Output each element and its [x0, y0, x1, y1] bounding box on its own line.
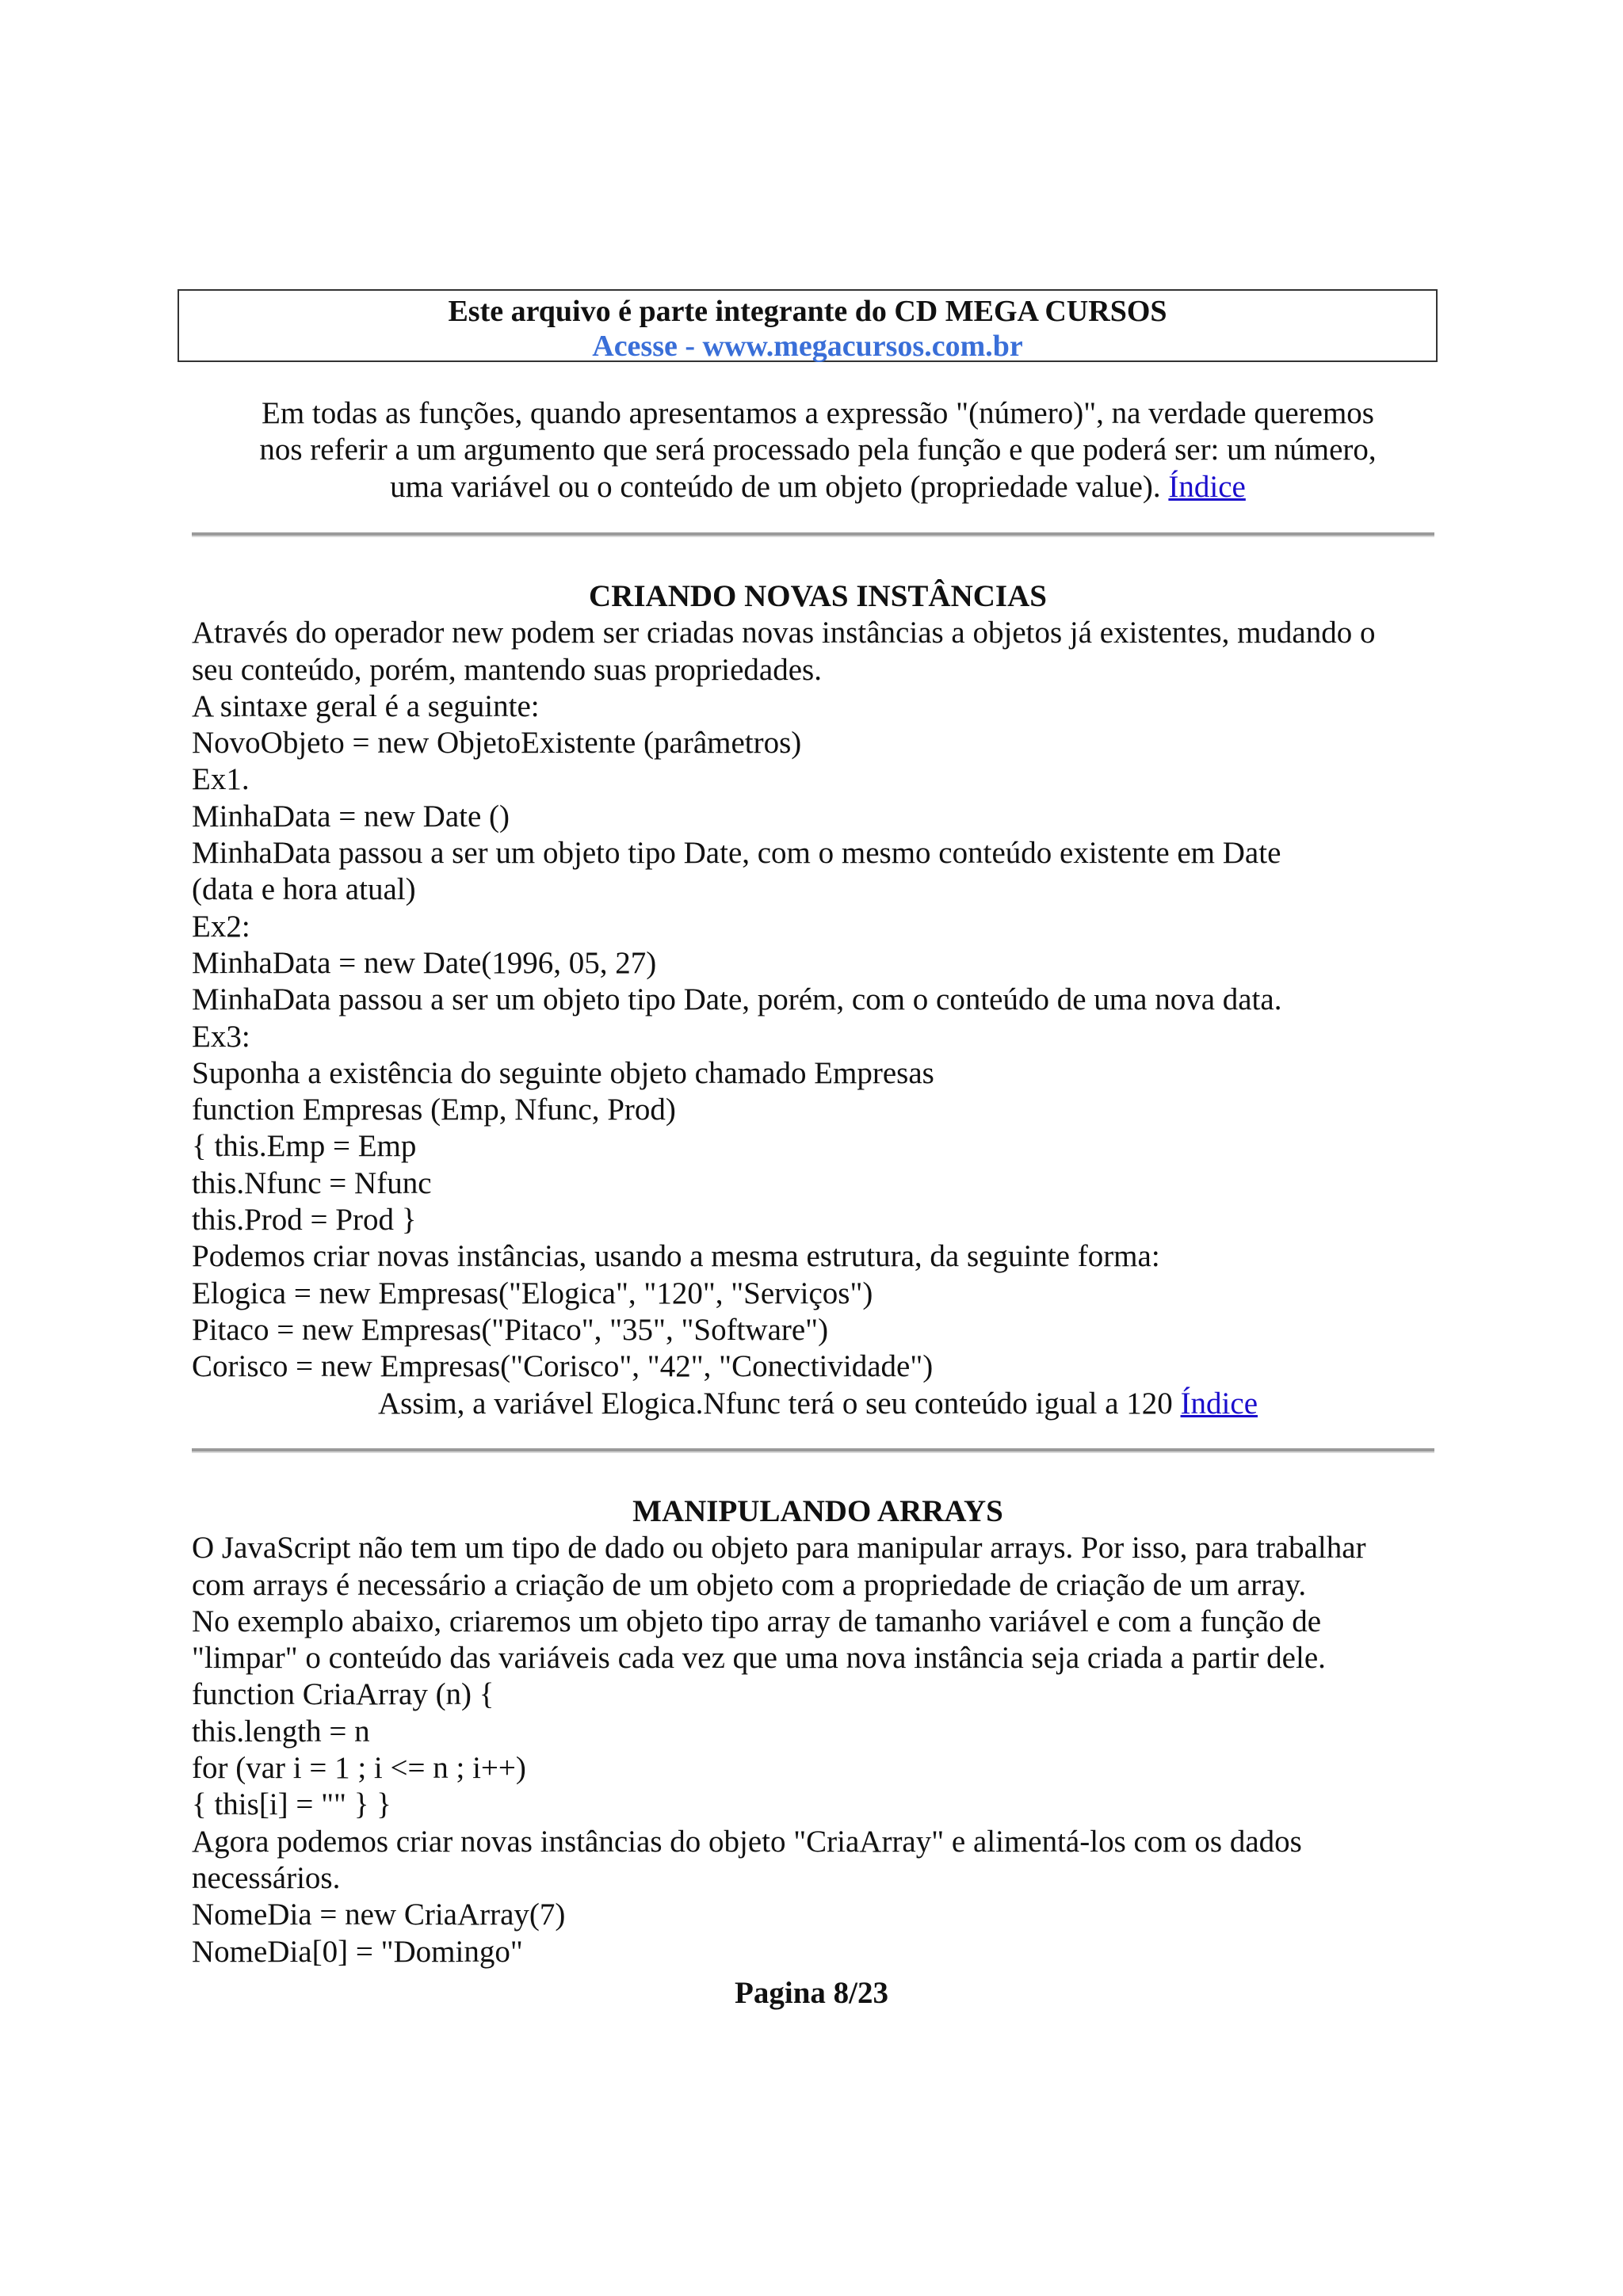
index-link[interactable]: Índice — [1180, 1386, 1258, 1421]
horizontal-rule — [192, 532, 1434, 537]
body-line: for (var i = 1 ; i <= n ; i++) — [192, 1751, 526, 1786]
body-line: function Empresas (Emp, Nfunc, Prod) — [192, 1093, 676, 1127]
header-site-link[interactable]: Acesse - www.megacursos.com.br — [592, 330, 1023, 363]
body-line: No exemplo abaixo, criaremos um objeto tipo array de tamanho variável e com a função de — [192, 1604, 1322, 1638]
body-line: NomeDia = new CriaArray(7) — [192, 1897, 566, 1932]
body-line: { this.Emp = Emp — [192, 1129, 417, 1164]
intro-line-text: uma variável ou o conteúdo de um objeto (propriedade value). — [390, 469, 1161, 504]
intro-line: Em todas as funções, quando apresentamos a expressão "(número)", na verdade queremos — [262, 396, 1374, 430]
body-line: this.Nfunc = Nfunc — [192, 1165, 432, 1200]
intro-line — [192, 469, 1444, 505]
section-heading: MANIPULANDO ARRAYS — [632, 1494, 1003, 1528]
header-title: Este arquivo é parte integrante do CD MEGA CURSOS — [448, 295, 1167, 328]
body-line: MinhaData passou a ser um objeto tipo Date, porém, com o conteúdo de uma nova data. — [192, 982, 1282, 1017]
closing-text: Assim, a variável Elogica.Nfunc terá o seu conteúdo igual a 120 — [377, 1386, 1173, 1421]
closing-line — [192, 1386, 1444, 1422]
horizontal-rule — [192, 1448, 1434, 1453]
index-link[interactable]: Índice — [1168, 469, 1246, 504]
body-line: Corisco = new Empresas("Corisco", "42", "Conectividade") — [192, 1349, 934, 1384]
section-criando-instancias — [192, 578, 1444, 1422]
intro-paragraph — [192, 395, 1444, 505]
section-heading: CRIANDO NOVAS INSTÂNCIAS — [589, 579, 1047, 613]
intro-line: nos referir a um argumento que será processado pela função e que poderá ser: um número, — [259, 433, 1377, 467]
body-line: Ex1. — [192, 762, 250, 797]
body-line: NomeDia[0] = "Domingo" — [192, 1934, 523, 1969]
body-line: Pitaco = new Empresas("Pitaco", "35", "Software") — [192, 1312, 829, 1347]
body-line: O JavaScript não tem um tipo de dado ou objeto para manipular arrays. Por isso, para trabalhar — [192, 1531, 1366, 1566]
body-line: Ex2: — [192, 909, 250, 944]
body-line: Podemos criar novas instâncias, usando a mesma estrutura, da seguinte forma: — [192, 1239, 1160, 1274]
body-line: A sintaxe geral é a seguinte: — [192, 688, 540, 723]
body-line: this.Prod = Prod } — [192, 1203, 417, 1238]
body-line: MinhaData = new Date(1996, 05, 27) — [192, 945, 657, 980]
body-line: necessários. — [192, 1860, 341, 1895]
body-line: Através do operador new podem ser criadas novas instâncias a objetos já existentes, mudando o — [192, 616, 1376, 650]
body-line: { this[i] = "" } } — [192, 1787, 391, 1822]
header-box — [178, 289, 1438, 362]
body-line: Ex3: — [192, 1019, 250, 1054]
body-line: Suponha a existência do seguinte objeto chamado Empresas — [192, 1055, 934, 1090]
section-manipulando-arrays — [192, 1493, 1444, 1970]
body-line: "limpar" o conteúdo das variáveis cada vez que uma nova instância seja criada a partir dele. — [192, 1641, 1326, 1676]
body-line: com arrays é necessário a criação de um objeto com a propriedade de criação de um array. — [192, 1567, 1307, 1602]
page-number: Pagina 8/23 — [735, 1976, 888, 2010]
body-line: NovoObjeto = new ObjetoExistente (parâmetros) — [192, 726, 802, 761]
body-line: this.length = n — [192, 1714, 370, 1749]
body-line: MinhaData = new Date () — [192, 799, 510, 833]
body-line: (data e hora atual) — [192, 872, 416, 907]
body-line: seu conteúdo, porém, mantendo suas propriedades. — [192, 652, 822, 687]
body-line: Elogica = new Empresas("Elogica", "120", "Serviços") — [192, 1276, 873, 1310]
body-line: function CriaArray (n) { — [192, 1677, 495, 1712]
body-line: MinhaData passou a ser um objeto tipo Date, com o mesmo conteúdo existente em Date — [192, 836, 1281, 871]
body-line: Agora podemos criar novas instâncias do objeto "CriaArray" e alimentá-los com os dados — [192, 1824, 1302, 1859]
